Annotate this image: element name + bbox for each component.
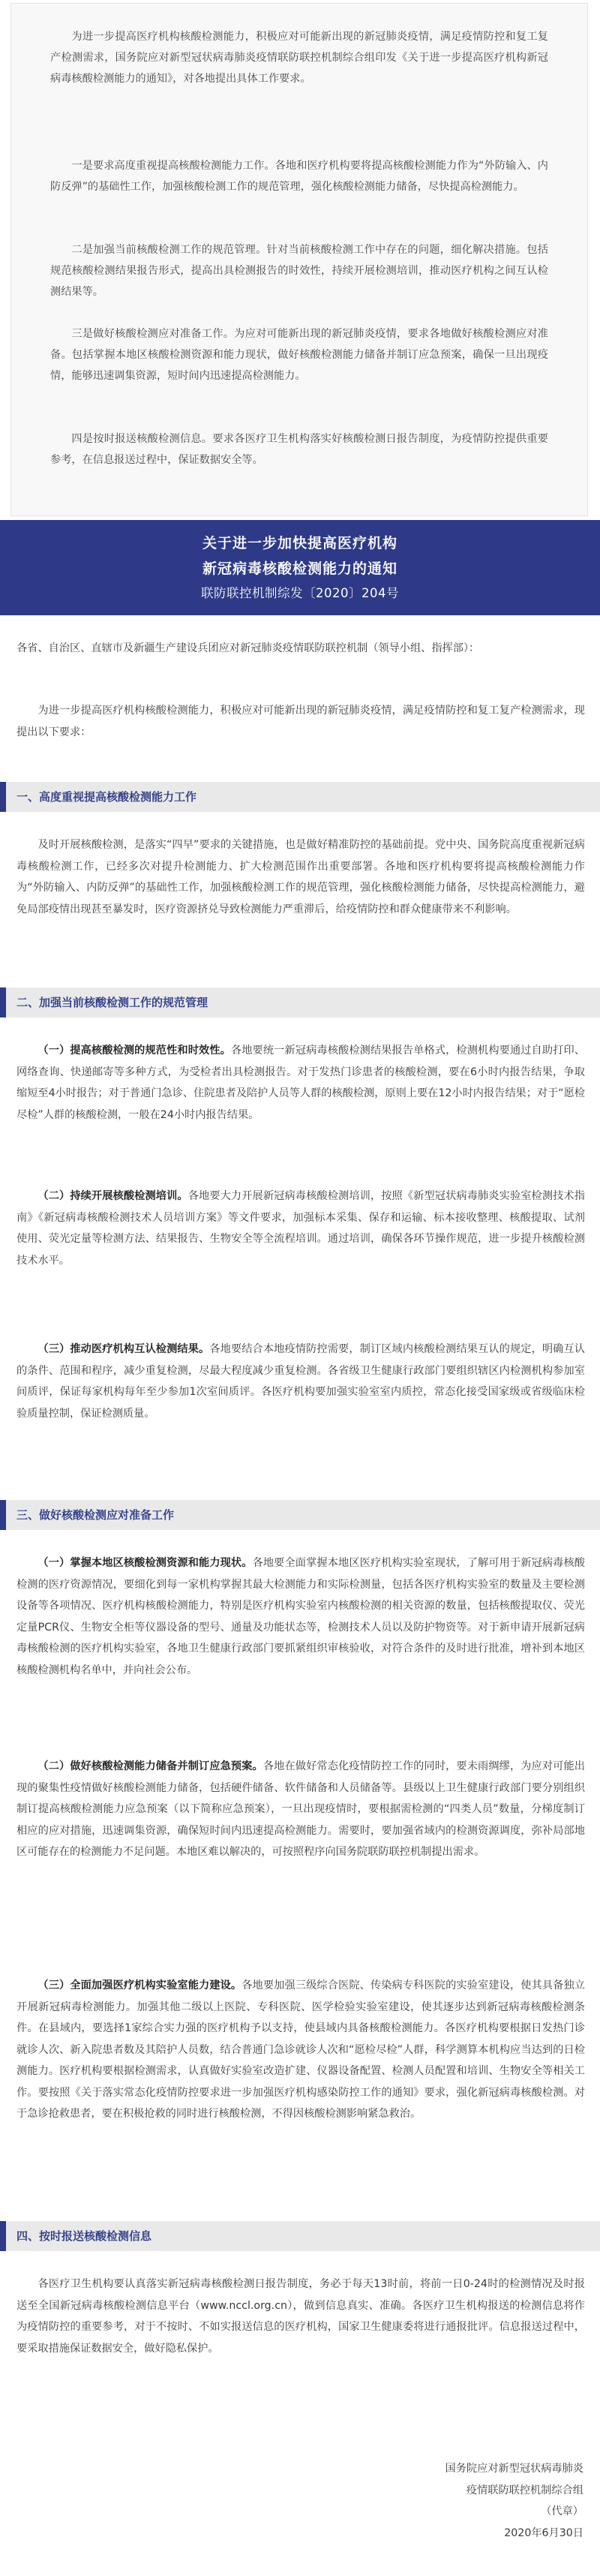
title-banner — [0, 520, 600, 615]
section-2-item-2 — [16, 1186, 585, 1271]
intro-paragraph: 为进一步提高医疗机构核酸检测能力，积极应对可能新出现的新冠肺炎疫情，满足疫情防控和复工复产检测需求，现提出以下要求： — [16, 705, 585, 738]
section-title: 二、加强当前核酸检测工作的规范管理 — [16, 996, 208, 1009]
section-2-item-1 — [16, 1040, 585, 1126]
section-heading-2 — [0, 987, 600, 1017]
summary-paragraph: 二是加强当前核酸检测工作的规范管理。针对当前核酸检测工作中存在的问题，细化解决措施。包括规范核酸检测结果报告形式，提高出具检测报告的时效性，持续开展检测培训，推动医疗机构之间互认检测结果等。 — [50, 244, 548, 298]
heading-accent-bar — [0, 987, 6, 1017]
addressee: 各省、自治区、直辖市及新疆生产建设兵团应对新冠肺炎疫情联防联控机制（领导小组、指挥部）： — [16, 642, 480, 654]
summary-paragraph: 为进一步提高医疗机构核酸检测能力，积极应对可能新出现的新冠肺炎疫情，满足疫情防控和复工复产检测需求，国务院应对新型冠状病毒肺炎疫情联防联控机制综合组印发《关于进一步提高医疗机构新冠病毒核酸检测能力的通知》，对各地提出具体工作要求。 — [50, 31, 548, 85]
paragraph-lead: （一）掌握本地区核酸检测资源和能力现状。 — [38, 1557, 253, 1569]
section-paragraph — [16, 1756, 585, 1863]
section-title: 三、做好核酸检测应对准备工作 — [16, 1508, 175, 1522]
summary-card — [10, 3, 588, 516]
paragraph-lead: （三）全面加强医疗机构实验室能力建设。 — [38, 1979, 242, 1991]
section-title: 四、按时报送核酸检测信息 — [16, 2229, 152, 2243]
section-2-item-3 — [16, 1339, 585, 1424]
issuing-org-line-1: 国务院应对新型冠状病毒肺炎 — [445, 2463, 584, 2475]
summary-paragraph: 四是按时报送核酸检测信息。要求各医疗卫生机构落实好核酸检测日报告制度，为疫情防控提供重要参考，在信息报送过程中，保证数据安全等。 — [50, 433, 548, 466]
paragraph-text: 各地要统一新冠病毒核酸检测结果报告单格式，检测机构要通过自助打印、网络查询、快递邮寄等多种方式，为受检者出具检测报告。对于发热门诊患者的核酸检测，要在6小时内报告结果，争取缩短至4小时报告；对于普通门急诊、住院患者及陪护人员等人群的核酸检测，原则上要在12小时内报告结果；对于“愿检尽检”人群的核酸检测，一般在24小时内报告结果。 — [16, 1045, 585, 1121]
section-paragraph — [16, 1339, 585, 1424]
signature-block — [284, 2458, 584, 2544]
paragraph-lead: （二）做好核酸检测能力储备并制订应急预案。 — [38, 1760, 263, 1772]
paragraph-text: 各地要大力开展新冠病毒核酸检测培训，按照《新型冠状病毒肺炎实验室检测技术指南》《新冠病毒核酸检测技术人员培训方案》等文件要求，加强标本采集、保存和运输、标本接收整理、核酸提取、试剂使用、荧光定量等检测方法、结果报告、生物安全等全流程培训。通过培训，确保各环节操作规范，进一步提升核酸检测技术水平。 — [16, 1190, 585, 1267]
section-paragraph: 及时开展核酸检测，是落实“四早”要求的关键措施，也是做好精准防控的基础前提。党中央、国务院高度重视新冠病毒核酸检测工作，已经多次对提升检测能力、扩大检测范围作出重要部署。各地和医疗机构要将提高核酸检测能力作为“外防输入、内防反弹”的基础性工作，加强核酸检测工作的规范管理，强化核酸检测能力储备，尽快提高检测能力，避免局部疫情出现甚至暴发时，医疗资源挤兑导致检测能力严重滞后，给疫情防控和群众健康带来不利影响。 — [16, 839, 585, 915]
intro-block — [16, 700, 585, 743]
section-paragraph: 各医疗卫生机构要认真落实新冠病毒核酸检测日报告制度，务必于每天13时前，将前一日0-24时的检测情况及时报送至全国新冠病毒核酸检测信息平台（www.nccl.org.cn），做到信息真实、准确。各医疗卫生机构报送的检测信息将作为疫情防控的重要参考，对于不按时、不如实报送信息的医疗机构，国家卫生健康委将进行通报批评。信息报送过程中，要采取措施保证数据安全，做好隐私保护。 — [16, 2278, 585, 2355]
paragraph-lead: （三）推动医疗机构互认检测结果。 — [38, 1343, 210, 1355]
paragraph-lead: （一）提高核酸检测的规范性和时效性。 — [38, 1045, 231, 1057]
document-number: 联防联控机制综发〔2020〕204号 — [201, 586, 399, 600]
summary-paragraph: 一是要求高度重视提高核酸检测能力工作。各地和医疗机构要将提高核酸检测能力作为“外防输入、内防反弹”的基础性工作，加强核酸检测工作的规范管理，强化核酸检测能力储备，尽快提高检测能力。 — [50, 160, 548, 193]
notice-title-line-1: 关于进一步加快提高医疗机构 — [202, 535, 398, 552]
addressee-block — [16, 638, 585, 660]
heading-accent-bar — [0, 2221, 6, 2251]
section-title: 一、高度重视提高核酸检测能力工作 — [16, 790, 197, 804]
section-3-item-1 — [16, 1553, 585, 1681]
section-heading-4 — [0, 2221, 600, 2251]
section-paragraph — [16, 1040, 585, 1126]
section-1-body — [16, 834, 585, 920]
paragraph-text: 各地在做好常态化疫情防控工作的同时，要未雨绸缪，为应对可能出现的聚集性疫情做好核酸检测能力储备，包括硬件储备、软件储备和人员储备等。县级以上卫生健康行政部门要分别组织制订提高核酸检测能力应急预案（以下简称应急预案），一旦出现疫情时，要根据需检测的“四类人员”数量，分梯度制订相应的应对措施，迅速调集资源，确保短时间内迅速提高检测能力。需要时，要加强省域内的检测资源调度，弥补局部地区可能存在的检测能力不足问题。本地区难以解决的，可按照程序向国务院联防联控机制提出需求。 — [16, 1760, 585, 1858]
summary-paragraph: 三是做好核酸检测应对准备工作。为应对可能新出现的新冠肺炎疫情，要求各地做好核酸检测应对准备。包括掌握本地区核酸检测资源和能力现状，做好核酸检测能力储备并制订应急预案，确保一旦出现疫情，能够迅速调集资源，短时间内迅速提高检测能力。 — [50, 328, 548, 382]
notice-title-line-2: 新冠病毒核酸检测能力的通知 — [202, 561, 398, 577]
section-heading-3 — [0, 1500, 600, 1530]
paragraph-text: 各地要全面掌握本地区医疗机构实验室现状，了解可用于新冠病毒核酸检测的医疗资源情况，要细化到每一家机构掌握其最大检测能力和实际检测量，包括各医疗机构实验室的数量及主要检测设备等各项情况、医疗机构核酸检测能力，特别是医疗机构实验室内核酸检测的相关资源的数量，包括核酸提取仪、荧光定量PCR仪、生物安全柜等仪器设备的型号、通量及功能状态等，检测技术人员以及防护物资等。对于新申请开展新冠病毒核酸检测的医疗机构实验室，各地卫生健康行政部门要抓紧组织审核验收，对符合条件的及时进行批准，增补到本地区核酸检测机构名单中，并向社会公布。 — [16, 1557, 585, 1676]
paragraph-text: 各地要结合本地疫情防控需要，制订区域内核酸检测结果互认的规定，明确互认的条件、范围和程序，减少重复检测，尽最大程度减少重复检测。各省级卫生健康行政部门要组织辖区内检测机构参加室间质评，保证每家机构每年至少参加1次室间质评。各医疗机构要加强实验室室内质控，常态化接受国家级或省级临床检验质量控制，保证检测质量。 — [16, 1343, 585, 1420]
heading-accent-bar — [0, 782, 6, 812]
stamp-note: （代章） — [541, 2505, 584, 2517]
section-heading-1 — [0, 782, 600, 812]
heading-accent-bar — [0, 1500, 6, 1530]
section-paragraph — [16, 1975, 585, 2125]
issue-date: 2020年6月30日 — [504, 2526, 584, 2539]
section-paragraph — [16, 1186, 585, 1271]
section-paragraph — [16, 1553, 585, 1681]
section-3-item-2 — [16, 1756, 585, 1863]
section-4-body — [16, 2274, 585, 2359]
issuing-org-line-2: 疫情联防联控机制综合组 — [466, 2484, 584, 2496]
section-3-item-3 — [16, 1975, 585, 2125]
paragraph-text: 各地要加强三级综合医院、传染病专科医院的实验室建设，使其具备独立开展新冠病毒检测能力。加强其他二级以上医院、专科医院、医学检验实验室建设，使其逐步达到新冠病毒核酸检测条件。在县域内，要选择1家综合实力强的医疗机构予以支持，使县域内具备核酸检测能力。各医疗机构要根据日发热门诊就诊人次、新入院患者数及其陪护人员数，结合普通门急诊就诊人次和“愿检尽检”人群，科学测算本机构应当达到的日检测能力。医疗机构要根据检测需求，认真做好实验室改造扩建、仪器设备配置、检测人员配置和培训、生物安全等相关工作。要按照《关于落实常态化疫情防控要求进一步加强医疗机构感染防控工作的通知》要求，强化新冠病毒核酸检测。对于急诊抢救患者，要在积极抢救的同时进行核酸检测，不得因核酸检测影响紧急救治。 — [16, 1979, 585, 2120]
paragraph-lead: （二）持续开展核酸检测培训。 — [38, 1190, 188, 1202]
